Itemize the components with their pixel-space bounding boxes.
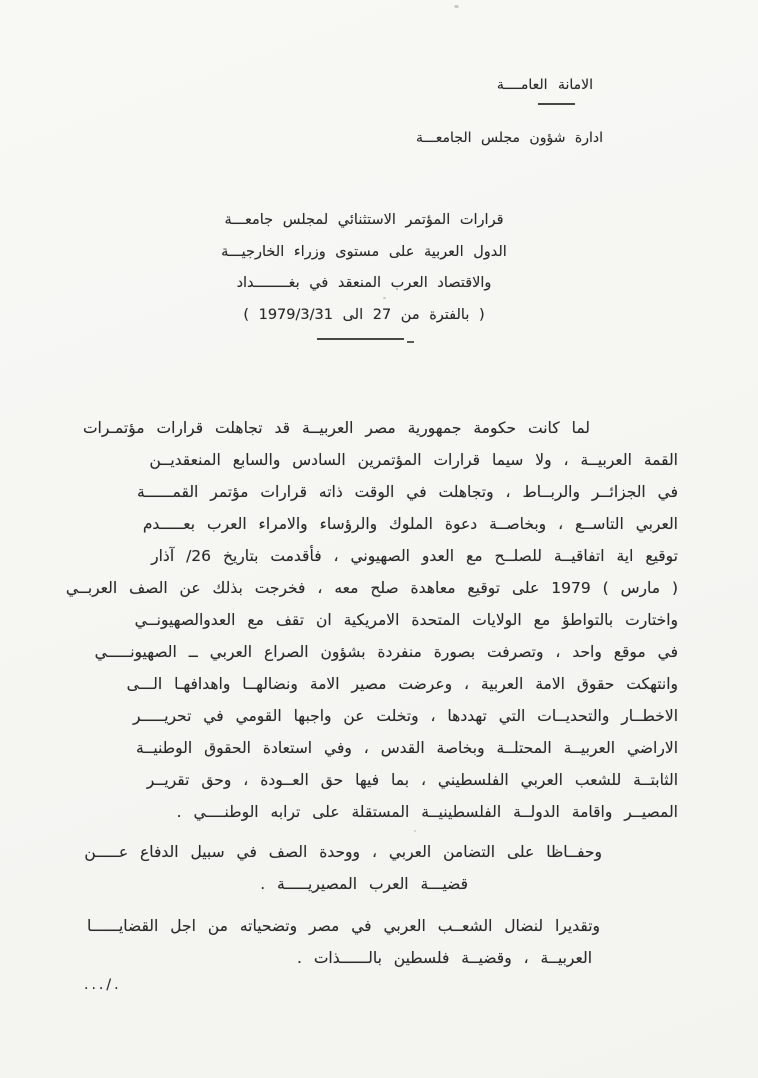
page-continuation-mark: .../. bbox=[84, 977, 122, 993]
body-line: في الجزائــر والربــاط ، وتجاهلت في الوقت ذاته قرارات مؤتمر القمــــــة bbox=[136, 483, 678, 501]
body-line: الاخطــار والتحديــات التي تهددها ، وتخلت عن واجبها القومي في تحريـــــر bbox=[132, 707, 678, 725]
title-underline-dash bbox=[407, 341, 414, 343]
secretariat-underline bbox=[538, 103, 575, 105]
document-title-line: قرارات المؤتمر الاستثنائي لمجلس جامعـــة bbox=[224, 212, 504, 228]
body-line: وتقديرا لنضال الشعــب العربي في مصر وتضحياته من اجل القضايــــــا bbox=[87, 917, 600, 935]
body-line: الثابتــة للشعب العربي الفلسطيني ، بما فيها حق العــودة ، وحق تقريــر bbox=[146, 771, 678, 789]
scan-speck bbox=[414, 830, 416, 832]
body-paragraph-preamble bbox=[65, 412, 678, 828]
department-heading: ادارة شؤون مجلس الجامعـــة bbox=[415, 130, 603, 146]
body-line: العربي التاســع ، وبخاصــة دعوة الملوك والرؤساء والامراء العرب بعـــــدم bbox=[142, 515, 678, 533]
title-underline bbox=[317, 338, 404, 340]
secretariat-heading: الامانة العامــــة bbox=[496, 77, 593, 93]
body-line: واختارت بالتواطؤ مع الولايات المتحدة الامريكية ان تقف مع العدوالصهيونــي bbox=[134, 611, 678, 629]
body-line: القمة العربيــة ، ولا سيما قرارات المؤتمرين السادس والسابع المنعقديــن bbox=[149, 451, 678, 469]
body-line: المصيــر واقامة الدولــة الفلسطينيــة المستقلة على ترابه الوطنــــي . bbox=[176, 803, 678, 821]
body-line: توقيع اية اتفاقيــة للصلــح مع العدو الصهيوني ، فأقدمت بتاريخ 26/ آذار bbox=[151, 547, 678, 565]
body-line: وانتهكت حقوق الامة العربية ، وعرضت مصير الامة ونضالهــا واهدافهـا الـــى bbox=[126, 675, 678, 693]
document-title-line: والاقتصاد العرب المنعقد في بغــــــــداد bbox=[236, 275, 492, 291]
document-title-line: ( بالفترة من 27 الى 1979/3/31 ) bbox=[243, 306, 485, 323]
body-line: في موقع واحد ، وتصرفت بصورة منفردة بشؤون الصراع العربي ــ الصهيونـــــي bbox=[94, 643, 678, 661]
body-line: قضيـــة العرب المصيريـــــة . bbox=[260, 875, 468, 893]
body-line: العربيــة ، وقضيــة فلسطين بالــــــذات . bbox=[296, 949, 592, 967]
body-paragraph-solidarity bbox=[78, 836, 678, 900]
scan-speck bbox=[454, 5, 459, 8]
body-line: الاراضي العربيــة المحتلــة وبخاصة القدس ، وفي استعادة الحقوق الوطنيــة bbox=[136, 739, 678, 757]
body-line: لما كانت حكومة جمهورية مصر العربيــة قد تجاهلت قرارات مؤتمـرات bbox=[82, 419, 590, 437]
body-line: ( مارس ) 1979 على توقيع معاهدة صلح معه ، فخرجت بذلك عن الصف العربــي bbox=[65, 579, 678, 597]
document-title-block bbox=[158, 205, 570, 331]
body-paragraph-appreciation bbox=[78, 910, 678, 974]
document-title-line: الدول العربية على مستوى وزراء الخارجيـــة bbox=[221, 243, 507, 260]
body-line: وحفــاظا على التضامن العربي ، ووحدة الصف في سبيل الدفاع عـــــن bbox=[84, 843, 602, 861]
